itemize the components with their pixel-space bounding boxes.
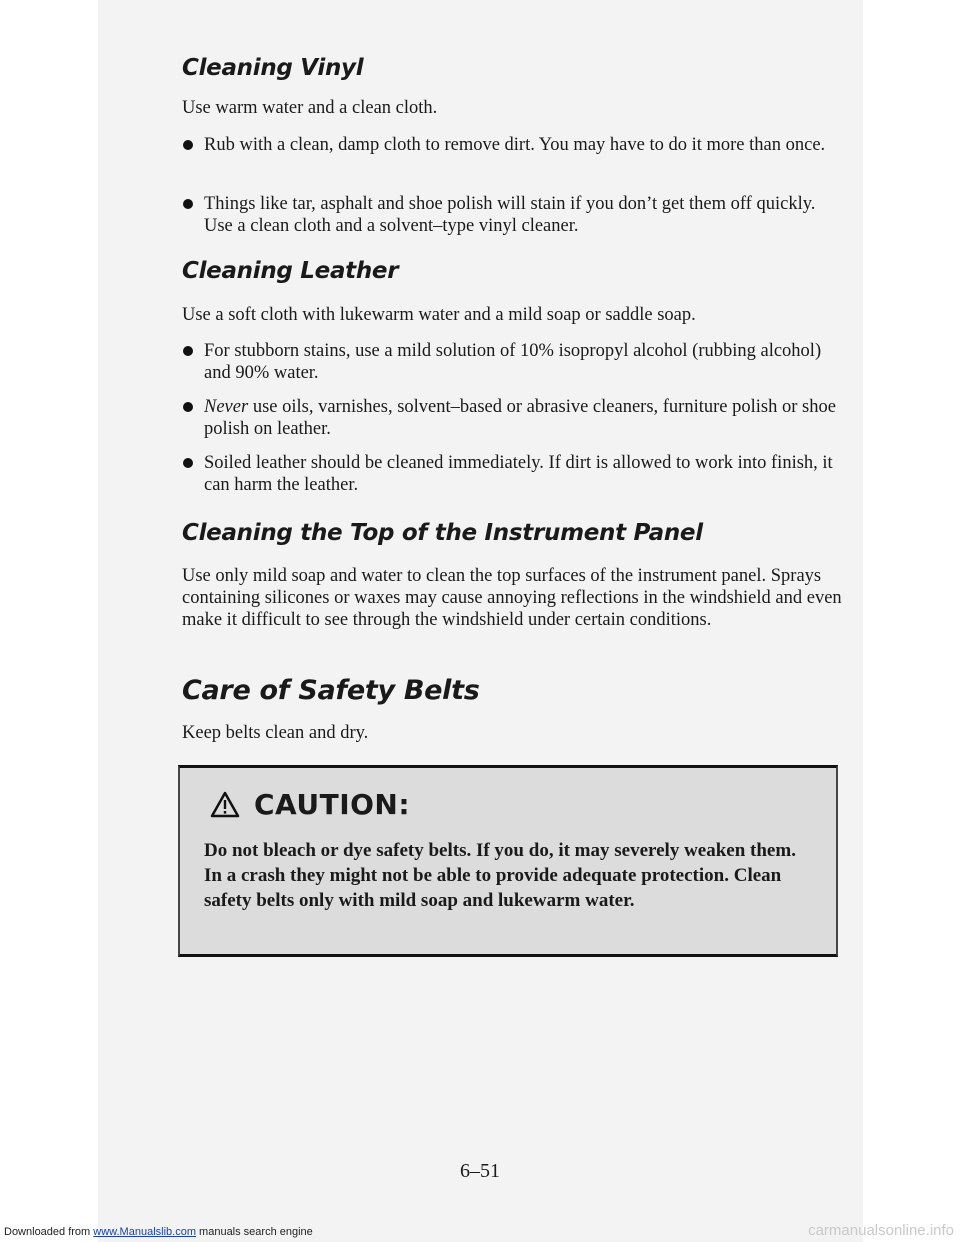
- never-emphasis: Never: [204, 397, 249, 417]
- bullet-text: For stubborn stains, use a mild solution of 10% isopropyl alcohol (rubbing alcohol) and 90% water.: [204, 341, 822, 383]
- list-item: [182, 452, 842, 496]
- caution-box: [178, 765, 838, 957]
- bullet-icon: [183, 140, 193, 150]
- watermark-text: carmanualsonline.info: [808, 1222, 954, 1239]
- page-number: 6–51: [460, 1160, 500, 1182]
- caution-text: Do not bleach or dye safety belts. If you do, it may severely weaken them. In a crash they might not be able to provide adequate protection. Clean safety belts only with mild soap and lukewarm water.: [204, 840, 796, 911]
- belts-intro: Keep belts clean and dry.: [182, 723, 369, 743]
- caution-header: [210, 788, 410, 821]
- bullet-icon: [183, 199, 193, 209]
- section-title-cleaning-vinyl: Cleaning Vinyl: [182, 55, 364, 81]
- bullet-icon: [183, 458, 193, 468]
- bullet-text: Things like tar, asphalt and shoe polish will stain if you don’t get them off quickly. Use a clean cloth and a solvent–type vinyl cleaner.: [204, 194, 816, 236]
- bullet-icon: [183, 402, 193, 412]
- bullet-text: use oils, varnishes, solvent–based or abrasive cleaners, furniture polish or shoe polish on leather.: [204, 397, 836, 439]
- bullet-icon: [183, 346, 193, 356]
- bullet-text-container: [204, 396, 844, 440]
- list-item: [182, 193, 842, 237]
- caution-heading: CAUTION:: [254, 788, 411, 821]
- footer-suffix: manuals search engine: [199, 1226, 313, 1238]
- manualslib-link[interactable]: www.Manualslib.com: [93, 1226, 196, 1238]
- warning-triangle-icon: [210, 791, 240, 818]
- download-footer: [4, 1226, 313, 1238]
- list-item: [182, 340, 842, 384]
- list-item: [182, 134, 842, 156]
- bullet-text: Rub with a clean, damp cloth to remove dirt. You may have to do it more than once.: [204, 135, 826, 155]
- section-title-safety-belts: Care of Safety Belts: [182, 675, 480, 706]
- section-title-instrument-panel: Cleaning the Top of the Instrument Panel: [182, 520, 703, 546]
- footer-prefix: Downloaded from: [4, 1226, 91, 1238]
- list-item: [182, 396, 842, 440]
- panel-body: Use only mild soap and water to clean the top surfaces of the instrument panel. Sprays containing silicones or waxes may cause annoying reflections in the windshield and even make it difficult to see through the windshield under certain conditions.: [182, 566, 842, 630]
- leather-intro: Use a soft cloth with lukewarm water and a mild soap or saddle soap.: [182, 305, 696, 325]
- section-title-cleaning-leather: Cleaning Leather: [182, 258, 399, 284]
- bullet-text: Soiled leather should be cleaned immediately. If dirt is allowed to work into finish, it can harm the leather.: [204, 453, 833, 495]
- vinyl-intro: Use warm water and a clean cloth.: [182, 98, 438, 118]
